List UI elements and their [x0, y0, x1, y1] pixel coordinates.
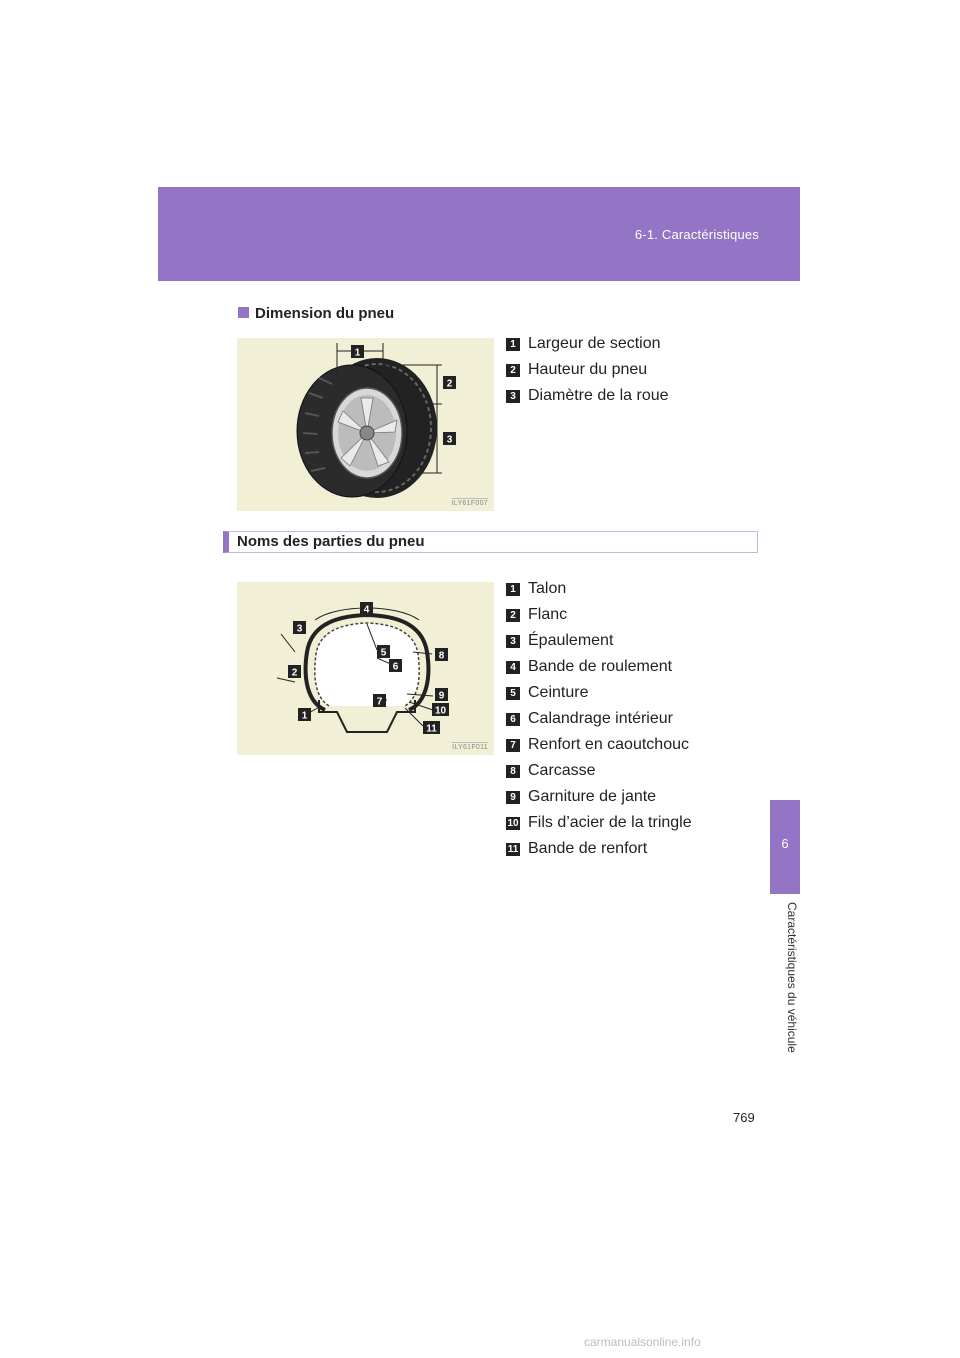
list-item [506, 383, 669, 409]
tire-size-heading-text: Dimension du pneu [255, 305, 395, 322]
list-item-label: Bande de renfort [528, 840, 648, 857]
callout-number: 11 [507, 843, 519, 855]
list-item [506, 331, 669, 357]
svg-text:11: 11 [426, 723, 437, 735]
callout-number: 10 [507, 817, 519, 829]
list-item-label: Calandrage intérieur [528, 710, 673, 727]
tire-parts-legend [506, 576, 692, 862]
list-item [506, 654, 692, 680]
page-number: 769 [733, 1110, 755, 1125]
callout-number: 1 [506, 338, 520, 351]
list-item [506, 758, 692, 784]
section-title: 6-1. Caractéristiques [634, 227, 759, 242]
svg-text:1: 1 [354, 347, 361, 359]
header-band [158, 187, 800, 281]
list-item-label: Carcasse [528, 762, 596, 779]
tire-size-figure [237, 338, 494, 511]
svg-text:8: 8 [438, 650, 445, 662]
svg-text:4: 4 [363, 604, 370, 616]
figure-code: ILY61F011 [452, 744, 488, 751]
callout-number: 3 [506, 635, 520, 648]
svg-text:9: 9 [438, 690, 445, 702]
section-heading-bar [223, 531, 758, 553]
list-item-label: Largeur de section [528, 335, 661, 352]
square-bullet-icon [238, 307, 249, 318]
figure-code: ILY61F007 [451, 500, 488, 507]
list-item [506, 576, 692, 602]
section-heading: Noms des parties du pneu [237, 533, 425, 550]
svg-text:2: 2 [291, 667, 298, 679]
list-item-label: Épaulement [528, 632, 614, 649]
chapter-label [760, 902, 810, 1082]
list-item-label: Renfort en caoutchouc [528, 736, 689, 753]
list-item-label: Talon [528, 580, 567, 597]
list-item-label: Garniture de jante [528, 788, 657, 805]
tire-cross-section-illustration [237, 582, 494, 755]
list-item-label: Diamètre de la roue [528, 387, 669, 404]
tire-size-heading [238, 305, 394, 322]
callout-number: 2 [506, 609, 520, 622]
chapter-label-text: Caractéristiques du véhicule [785, 902, 799, 1053]
list-item [506, 732, 692, 758]
svg-text:2: 2 [446, 378, 453, 390]
callout-number: 3 [506, 390, 520, 403]
list-item-label: Hauteur du pneu [528, 361, 648, 378]
list-item-label: Fils d’acier de la tringle [528, 814, 692, 831]
chapter-tab[interactable] [770, 800, 800, 894]
callout-number: 2 [506, 364, 520, 377]
callout-number: 1 [506, 583, 520, 596]
svg-text:6: 6 [392, 661, 399, 673]
list-item [506, 706, 692, 732]
list-item [506, 836, 692, 862]
list-item [506, 784, 692, 810]
svg-text:10: 10 [434, 705, 447, 717]
list-item [506, 680, 692, 706]
tire-parts-figure [237, 582, 494, 755]
tire-size-legend [506, 331, 669, 409]
list-item-label: Ceinture [528, 684, 589, 701]
svg-text:5: 5 [380, 647, 387, 659]
list-item [506, 628, 692, 654]
svg-text:1: 1 [301, 710, 308, 722]
callout-number: 8 [506, 765, 520, 778]
svg-text:3: 3 [446, 434, 453, 446]
svg-text:7: 7 [376, 696, 383, 708]
callout-number: 4 [506, 661, 520, 674]
callout-number: 5 [506, 687, 520, 700]
list-item-label: Flanc [528, 606, 568, 623]
list-item [506, 357, 669, 383]
list-item-label: Bande de roulement [528, 658, 673, 675]
svg-text:3: 3 [296, 623, 303, 635]
callout-number: 9 [506, 791, 520, 804]
callout-number: 6 [506, 713, 520, 726]
watermark: carmanualsonline.info [584, 1335, 701, 1349]
list-item [506, 602, 692, 628]
tire-dimension-illustration [237, 338, 494, 511]
chapter-number: 6 [781, 836, 789, 851]
callout-number: 7 [506, 739, 520, 752]
list-item [506, 810, 692, 836]
